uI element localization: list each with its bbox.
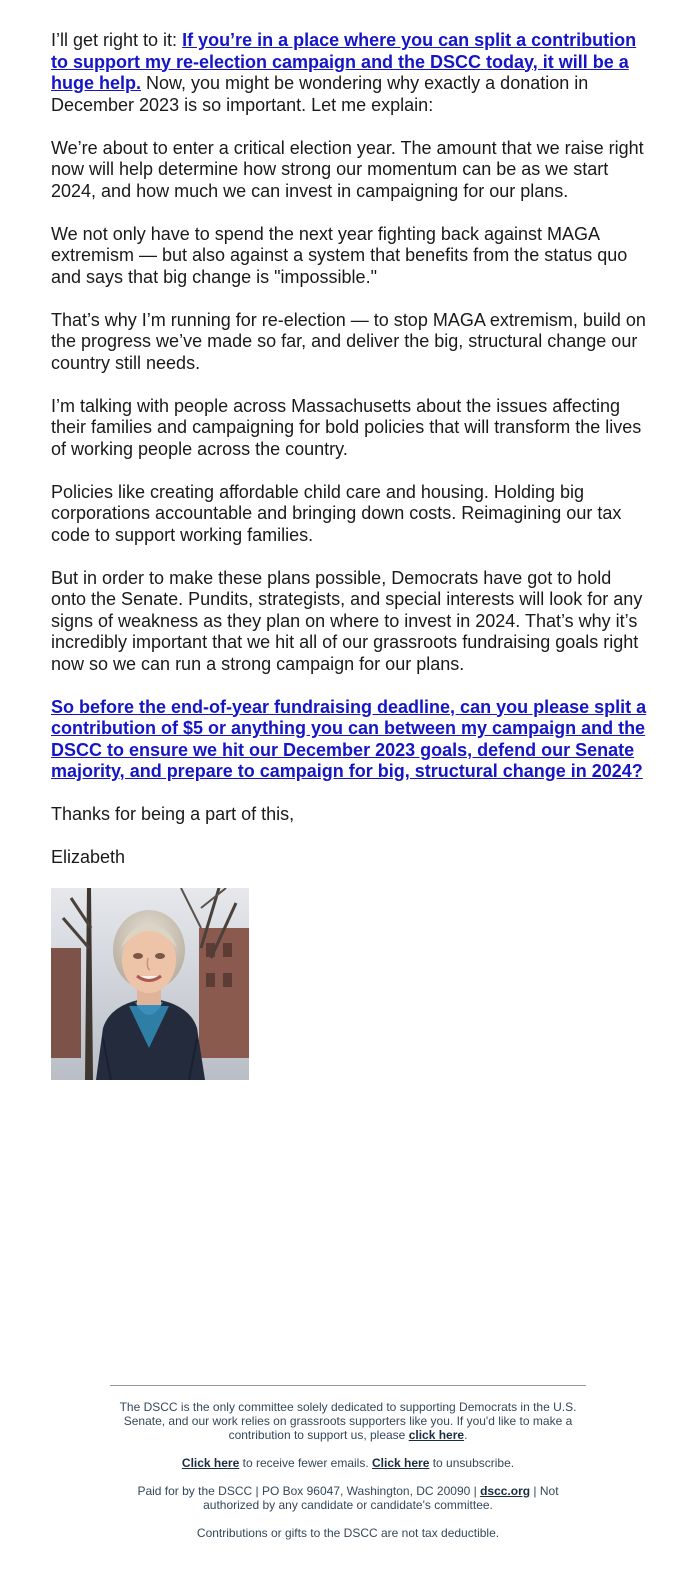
cta-paragraph: [51, 697, 651, 783]
signature: Elizabeth: [51, 847, 126, 867]
fewer-emails-link[interactable]: Click here: [181, 1456, 240, 1470]
intro-paragraph: [51, 30, 651, 116]
email-footer: [110, 1385, 586, 1554]
paid-for-end: | Not authorized by any candidate or candidate's committee.: [203, 1484, 559, 1512]
unsubscribe-link[interactable]: Click here: [372, 1456, 430, 1470]
body-paragraph: I’m talking with people across Massachusetts about the issues affecting their families and campaigning for bold policies that will transform the lives of working people across the country.: [51, 395, 642, 459]
footer-paid-for: [110, 1484, 586, 1512]
footer-about-text: The DSCC is the only committee solely dedicated to supporting Democrats in the U.S. Senate, and our work relies on grassroots supporters like you. If you'd like to make a contribution to support us, please: [119, 1400, 577, 1442]
email-body: [51, 30, 651, 890]
footer-about-end: .: [464, 1428, 468, 1442]
body-paragraph: That’s why I’m running for re-election — to stop MAGA extremism, build on the progress we’ve made so far, and deliver the big, structural change our country still needs.: [51, 309, 646, 373]
intro-text-continued: Now, you might be wondering why exactly a donation in December 2023 is so important. Let me explain:: [51, 73, 589, 115]
intro-donate-link[interactable]: If you’re in a place where you can split a contribution to support my re-election campaign and the DSCC today, it will be a huge help.: [51, 30, 637, 93]
body-paragraph: Policies like creating affordable child care and housing. Holding big corporations accountable and bringing down costs. Reimagining our tax code to support working families.: [51, 481, 622, 545]
body-paragraph: We’re about to enter a critical election year. The amount that we raise right now will help determine how strong our momentum can be as we start 2024, and how much we can invest in campaigning for our plans.: [51, 137, 644, 201]
body-paragraph: But in order to make these plans possible, Democrats have got to hold onto the Senate. Pundits, strategists, and special interests will look for any signs of weakness as they plan on where to invest in 2024. That’s why it’s incredibly important that we hit all of our grassroots fundraising goals right now so we can run a strong campaign for our plans.: [51, 567, 643, 674]
paid-for-text: Paid for by the DSCC | PO Box 96047, Washington, DC 20090 |: [137, 1484, 481, 1498]
intro-text: I’ll get right to it:: [51, 30, 183, 50]
unsubscribe-text: to unsubscribe.: [429, 1456, 515, 1470]
cta-donate-link[interactable]: So before the end-of-year fundraising deadline, can you please split a contribution of $5 or anything you can between my campaign and the DSCC to ensure we hit our December 2023 goals, defend our Senate majority, and prepare to campaign for big, structural change in 2024?: [51, 696, 647, 781]
fewer-emails-text: to receive fewer emails.: [239, 1456, 372, 1470]
dscc-site-link[interactable]: dscc.org: [480, 1484, 531, 1498]
footer-about: [110, 1400, 586, 1442]
sender-portrait-photo: [51, 888, 249, 1080]
footer-contribute-link[interactable]: click here: [408, 1428, 465, 1442]
footer-tax-note: Contributions or gifts to the DSCC are not tax deductible.: [196, 1526, 500, 1540]
body-paragraph: We not only have to spend the next year fighting back against MAGA extremism — but also against a system that benefits from the status quo and says that big change is "impossible.": [51, 223, 628, 287]
closing-line: Thanks for being a part of this,: [51, 804, 295, 824]
footer-preferences: [110, 1456, 586, 1470]
